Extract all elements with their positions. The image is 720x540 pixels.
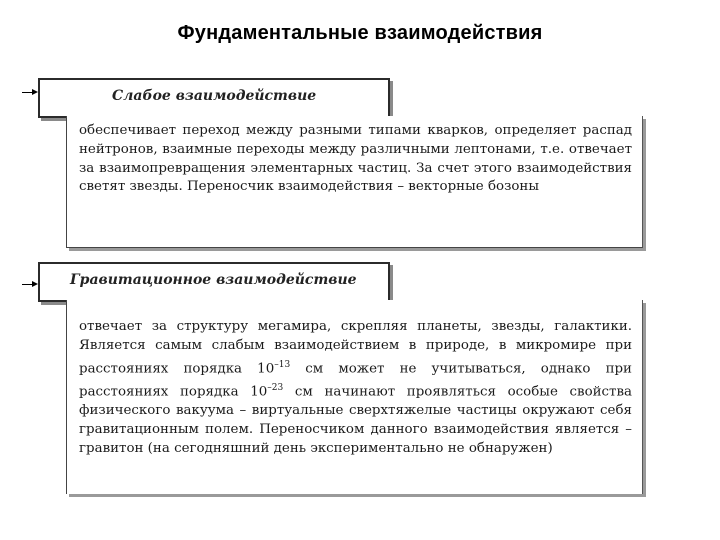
gravity-interaction-text bbox=[79, 318, 632, 459]
weak-interaction-body bbox=[66, 116, 643, 248]
exponent-power-2: –23 bbox=[267, 382, 284, 393]
gravity-interaction-heading: Гравитационное взаимодействие bbox=[70, 272, 357, 288]
weak-interaction-heading: Слабое взаимодействие bbox=[112, 88, 317, 104]
arrow-icon bbox=[22, 92, 36, 93]
weak-interaction-text: обеспечивает переход между разными типами кварков, определяет распад нейтронов, взаимные переходы между различными лептонами, т.е. отвечает за взаимопревращения элементарных частиц. За счет этого взаимодействия светят звезды. Переносчик взаимодействия – векторные бозоны bbox=[79, 123, 632, 195]
arrow-icon bbox=[22, 284, 36, 285]
exponent-power-1: –13 bbox=[274, 359, 291, 370]
gravity-text-part2: см может не учитываться, однако при расстояниях порядка bbox=[79, 361, 632, 400]
gravity-text-part3: см начинают проявляться особые свойства физического вакуума – виртуальные сверхтяжелые частицы окружают себя гравитационным полем. Переносчиком данного взаимодействия является – гравитон (на сегодняшний день экспериментально не обнаружен) bbox=[79, 384, 632, 456]
exponent-base-2: 10 bbox=[250, 384, 268, 400]
gravity-interaction-body bbox=[66, 300, 643, 494]
exponent-base-1: 10 bbox=[257, 361, 275, 377]
page-title: Фундаментальные взаимодействия bbox=[177, 22, 543, 44]
gravity-text-part1: отвечает за структуру мегамира, скрепляя планеты, звезды, галактики. Является самым слабым взаимодействием в природе, в микромире при расстояниях порядка bbox=[79, 319, 632, 377]
